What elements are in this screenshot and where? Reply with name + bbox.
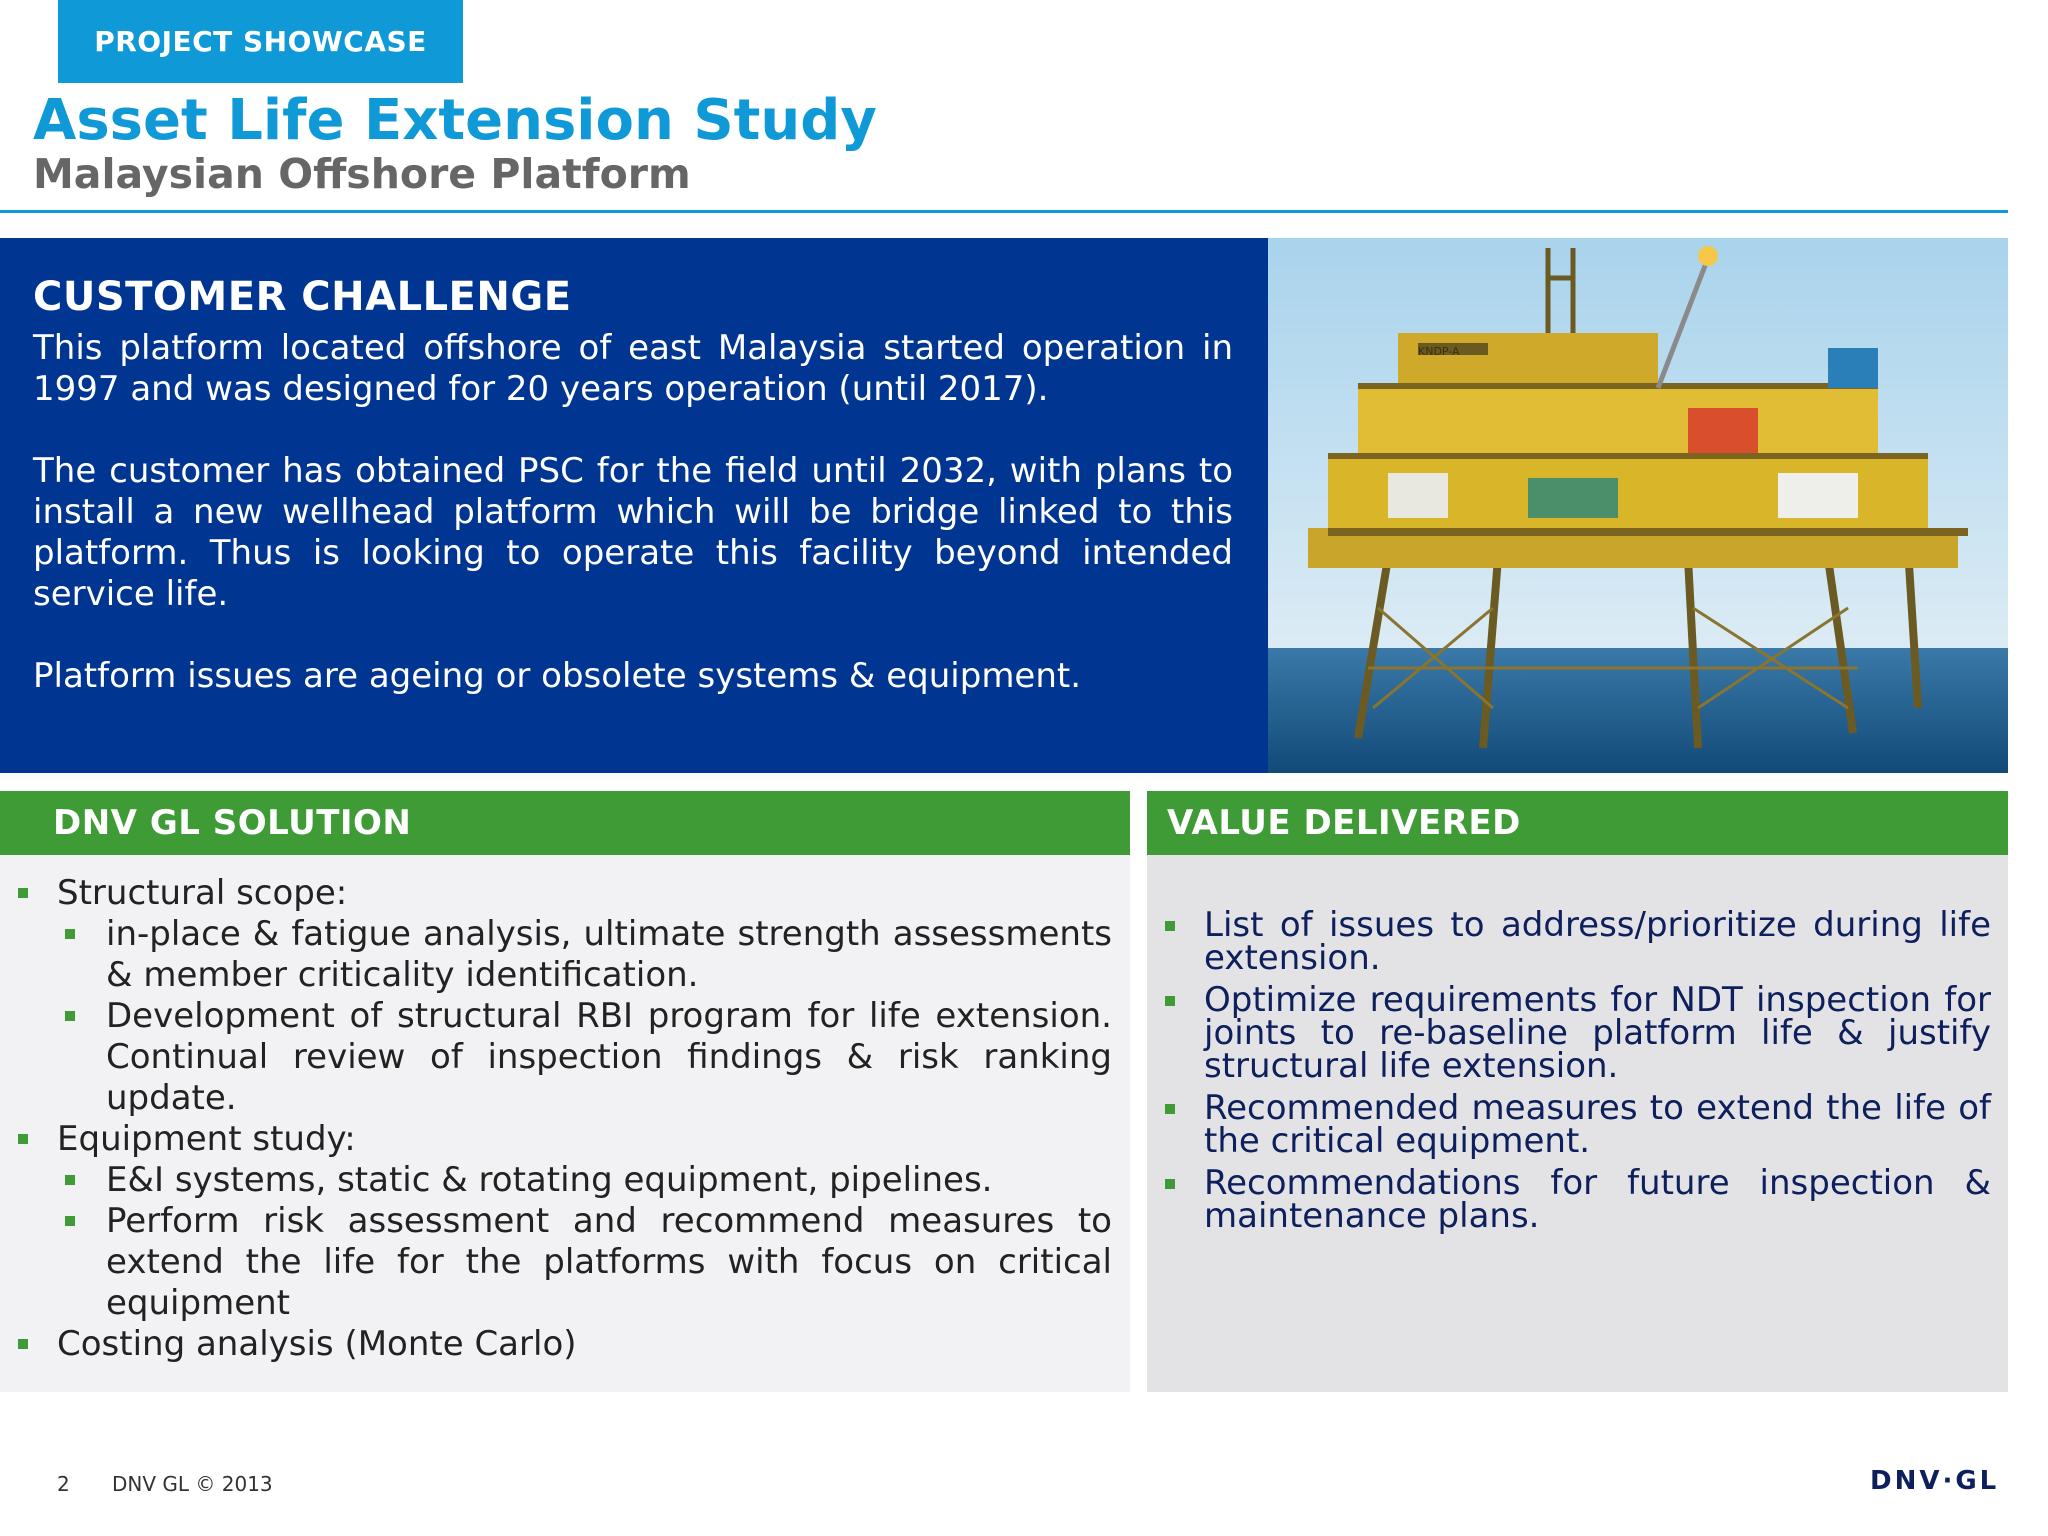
- page-number: 2: [57, 1472, 70, 1496]
- bullet-icon: [1165, 1179, 1175, 1189]
- list-item: Recommendations for future inspection & maintenance plans.: [1147, 1167, 1991, 1233]
- challenge-paragraph: This platform located offshore of east Malaysia started operation in 1997 and was designed for 20 years operation (until 2017).: [33, 328, 1233, 409]
- solution-heading: DNV GL SOLUTION: [0, 791, 1130, 855]
- bullet-icon: [1165, 1104, 1175, 1114]
- customer-challenge-heading: CUSTOMER CHALLENGE: [33, 274, 572, 320]
- project-showcase-tag: PROJECT SHOWCASE: [58, 0, 463, 83]
- bullet-icon: [18, 888, 28, 898]
- bullet-icon: [65, 1175, 75, 1185]
- list-item: Recommended measures to extend the life of the critical equipment.: [1147, 1092, 1991, 1158]
- bullet-icon: [1165, 921, 1175, 931]
- dnv-gl-logo: DNV·GL: [1870, 1466, 2000, 1496]
- offshore-platform-photo: [1268, 238, 2008, 773]
- bullet-icon: [65, 1216, 75, 1226]
- customer-challenge-panel: [0, 238, 1268, 773]
- value-panel: [1147, 855, 2008, 1392]
- list-item: in-place & fatigue analysis, ultimate strength assessments & member criticality identification.: [0, 914, 1112, 996]
- bullet-icon: [18, 1134, 28, 1144]
- bullet-icon: [65, 1011, 75, 1021]
- value-heading: VALUE DELIVERED: [1147, 791, 2008, 855]
- list-item: Structural scope:: [0, 873, 1112, 914]
- list-item: Equipment study:: [0, 1119, 1112, 1160]
- value-list: [1147, 905, 1991, 1242]
- bullet-icon: [18, 1339, 28, 1349]
- bullet-icon: [1165, 996, 1175, 1006]
- challenge-paragraph: Platform issues are ageing or obsolete systems & equipment.: [33, 656, 1082, 696]
- list-item: E&I systems, static & rotating equipment, pipelines.: [0, 1160, 1112, 1201]
- solution-panel: [0, 855, 1130, 1392]
- bullet-icon: [65, 929, 75, 939]
- offshore-platform-illustration: [1268, 238, 2008, 773]
- platform-sign: KNDP-A: [1418, 345, 1460, 358]
- list-item: Costing analysis (Monte Carlo): [0, 1324, 1112, 1365]
- customer-challenge-body: [33, 328, 1233, 697]
- list-item: List of issues to address/prioritize during life extension.: [1147, 909, 1991, 975]
- solution-list: [0, 873, 1112, 1365]
- page-subtitle: Malaysian Offshore Platform: [33, 150, 691, 198]
- list-item: Perform risk assessment and recommend measures to extend the life for the platforms with focus on critical equipment: [0, 1201, 1112, 1324]
- challenge-paragraph: The customer has obtained PSC for the field until 2032, with plans to install a new wellhead platform which will be bridge linked to this platform. Thus is looking to operate this facility beyond intended service life.: [33, 451, 1233, 614]
- page-title: Asset Life Extension Study: [33, 88, 877, 153]
- list-item: Optimize requirements for NDT inspection for joints to re-baseline platform life & justify structural life extension.: [1147, 984, 1991, 1083]
- list-item: Development of structural RBI program for life extension. Continual review of inspection findings & risk ranking update.: [0, 996, 1112, 1119]
- copyright: DNV GL © 2013: [112, 1472, 273, 1496]
- header-divider: [0, 210, 2008, 213]
